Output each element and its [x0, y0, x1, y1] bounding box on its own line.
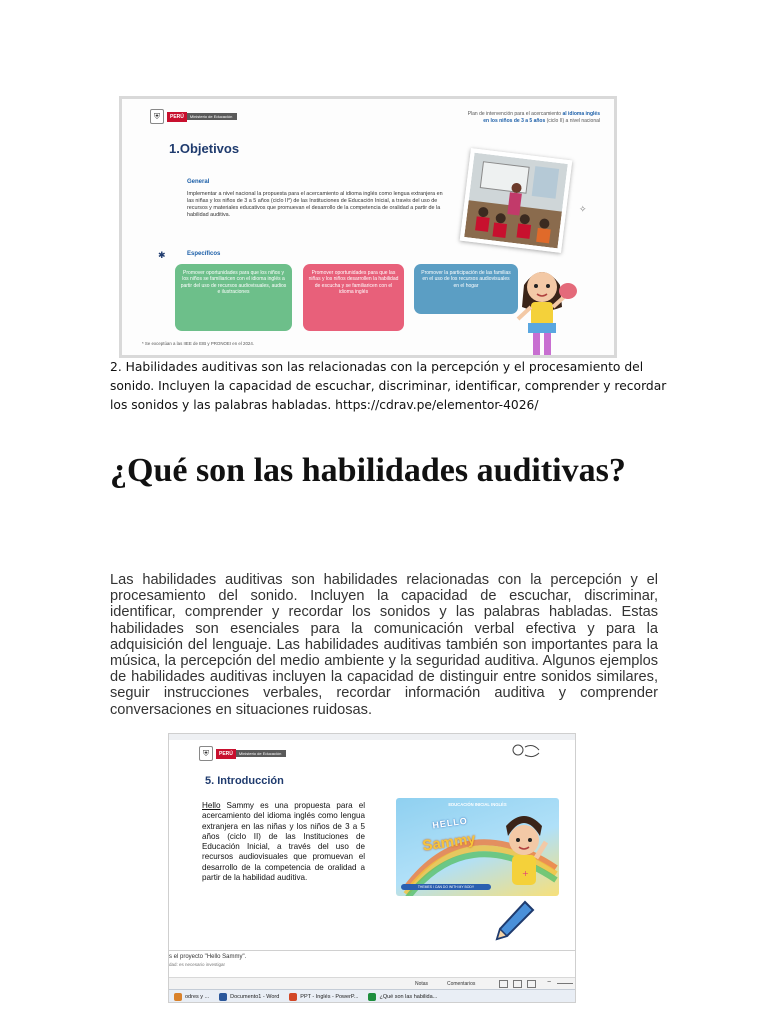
specific-label: Específicos: [187, 251, 221, 257]
cover-hello: HELLO: [431, 815, 469, 831]
slide-sorter-icon[interactable]: [513, 980, 522, 988]
hello-sammy-logo: [509, 742, 543, 762]
coat-of-arms-icon-2: ⛨: [199, 746, 213, 761]
classroom-illustration: [464, 153, 568, 249]
taskbar: [169, 989, 576, 1003]
objective-box-3-text: Promover la participación de las familias en el uso de los recursos audiovisuales en el hogar: [421, 270, 511, 289]
general-text: Implementar a nivel nacional la propuesta para el acercamiento al idioma inglés como lengua extranjera en las niñas y los niños de 3 a 5 años (ciclo II*) de las Instituciones de Educación Inicial, a través del uso de recursos y materiales educativos que promuevan el desarrollo de la competencia de oralidad a partir de la habilidad auditiva.: [187, 191, 443, 218]
introduction-slide-screenshot: [168, 733, 576, 1003]
objectives-slide-image: [119, 96, 617, 358]
coat-of-arms-icon: ⛨: [150, 109, 164, 124]
intro-text-body: Sammy es una propuesta para el acercamiento del idioma inglés como lengua extranjera en las niñas y los niños de 3 a 5 años (ciclo II) de las Instituciones de Educación Inicial, a través del uso de recursos audiovisuales que promuevan el desarrollo de la competencia de oralidad a partir de la habilidad auditiva.: [202, 801, 365, 883]
footnote: * Se exceptúan a las IIEE de EIB y PRONOEI en el 2024.: [142, 341, 255, 346]
taskbar-item-1-label: odres y ...: [185, 994, 210, 1000]
section-heading: ¿Qué son las habilidades auditivas?: [110, 452, 626, 489]
gov-label: PERÚ: [167, 112, 187, 122]
taskbar-item-powerpoint-label: PPT - Inglés - PowerP...: [300, 994, 359, 1000]
taskbar-item-browser-label: ¿Qué son las habilida...: [379, 994, 438, 1000]
notes-line-2: dad: es necesario investigar: [169, 962, 226, 967]
hello-link[interactable]: Hello: [202, 801, 221, 810]
star-icon: ✱: [158, 250, 166, 260]
sparkle-icon: ✧: [579, 204, 587, 214]
notes-button[interactable]: Notas: [415, 981, 429, 987]
government-logo-2: [199, 746, 286, 761]
hello-sammy-cover: [396, 798, 559, 896]
classroom-photo: [460, 148, 573, 253]
objective-box-2: [303, 264, 404, 331]
slide-title: 1.Objetivos: [169, 141, 240, 156]
header-line2a: en los niños de 3 a 5 años: [483, 118, 546, 124]
cover-sammy: Sammy: [421, 830, 477, 855]
taskbar-item-word[interactable]: [214, 990, 284, 1003]
taskbar-item-word-label: Documento1 - Word: [230, 994, 280, 1000]
zoom-out-button[interactable]: −: [547, 979, 552, 986]
app-icon: [174, 993, 182, 1001]
gov-label-2: PERÚ: [216, 749, 236, 759]
zoom-slider[interactable]: [557, 983, 573, 984]
ministry-label: Ministerio de Educación: [187, 113, 237, 120]
objective-box-2-text: Promover oportunidades para que las niñas y los niños desarrollen la habilidad de escucha y se familiaricen con el idioma inglés: [308, 270, 399, 296]
cover-subtitle: THEMES I CAN DO WITH MY BODY: [401, 884, 491, 890]
comments-button[interactable]: Comentarios: [447, 981, 476, 987]
government-logo: [150, 109, 237, 124]
reading-view-icon[interactable]: [527, 980, 536, 988]
pencil-icon: [491, 898, 537, 944]
girl-illustration: [502, 257, 582, 358]
general-label: General: [187, 179, 210, 185]
header-line1a: Plan de intervención para el acercamiento: [467, 111, 563, 117]
header-line1b: al idioma inglés: [562, 111, 600, 117]
notes-line-1: s el proyecto "Hello Sammy".: [169, 954, 247, 960]
taskbar-item-powerpoint[interactable]: [284, 990, 363, 1003]
body-paragraph: Las habilidades auditivas son habilidades relacionadas con la percepción y el procesamiento del sonido. Incluyen la capacidad de escuchar, discriminar, identificar, comprender y recordar los sonidos y las palabras habladas. Estas habilidades son esenciales para la comunicación verbal efectiva y para la adquisición del lenguaje. Las habilidades auditivas también son importantes para la música, la percepción del medio ambiente y la seguridad auditiva. Algunos ejemplos de habilidades auditivas incluyen la capacidad de distinguir entre sonidos similares, seguir instrucciones verbales, recordar información auditiva y comprender conversaciones en situaciones ruidosas.: [110, 572, 658, 718]
cover-top-text: EDUCACIÓN INICIAL INGLÉS: [448, 802, 507, 807]
taskbar-item-1[interactable]: [169, 990, 214, 1003]
ministry-label-2: Ministerio de Educación: [236, 750, 286, 757]
normal-view-icon[interactable]: [499, 980, 508, 988]
speaker-notes[interactable]: [169, 950, 576, 975]
image-caption: 2. Habilidades auditivas son las relacionadas con la percepción y el procesamiento del sonido. Incluyen la capacidad de escuchar, discriminar, identificar, comprender y recordar los sonidos y las palabras habladas. https://cdrav.pe/elementor-4026/: [110, 360, 667, 412]
taskbar-item-browser[interactable]: [363, 990, 442, 1003]
intro-text: [202, 801, 365, 883]
word-icon: [219, 993, 227, 1001]
chrome-icon: [368, 993, 376, 1001]
objective-box-1-text: Promover oportunidades para que los niños y los niños se familiaricen con el idioma inglés a partir del uso de recursos audiovisuales, audios e ilustraciones: [180, 270, 287, 296]
svg-text:+: +: [522, 869, 529, 878]
slide-header: [440, 111, 600, 125]
objective-box-1: [175, 264, 292, 331]
header-line2b: (ciclo II) a nivel nacional: [545, 118, 600, 124]
powerpoint-icon: [289, 993, 297, 1001]
slide2-title: 5. Introducción: [205, 775, 284, 787]
